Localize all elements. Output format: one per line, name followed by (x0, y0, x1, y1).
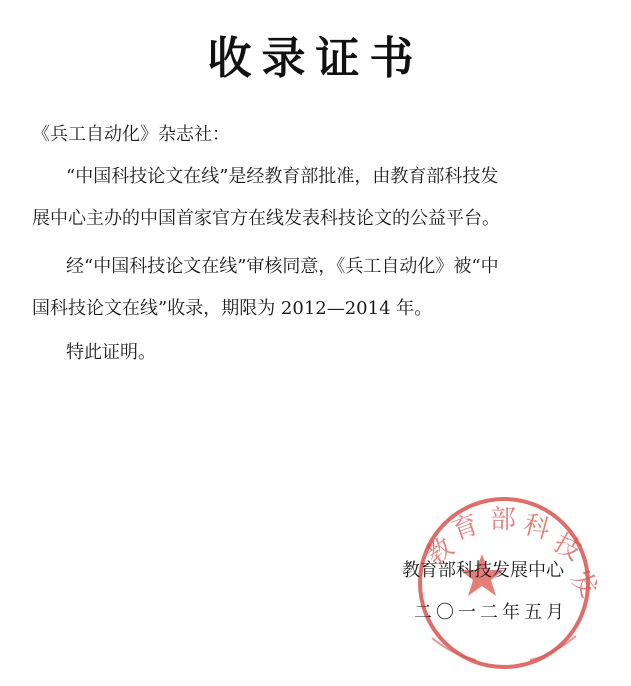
salutation: 《兵工自动化》杂志社： (32, 124, 230, 145)
official-seal (404, 488, 604, 678)
svg-text:育: 育 (448, 509, 483, 547)
paragraph-1-line-1: “中国科技论文在线”是经教育部批准，由教育部科技发 (66, 166, 499, 187)
svg-text:教: 教 (420, 532, 460, 572)
svg-text:部: 部 (490, 505, 517, 535)
closing-text: 特此证明。 (66, 342, 156, 363)
paragraph-2-line-2: 国科技论文在线”收录，期限为 2012—2014 年。 (32, 298, 433, 319)
paragraph-1-line-2: 展中心主办的中国首家官方在线发表科技论文的公益平台。 (32, 208, 500, 229)
certificate-title: 收录证书 (207, 33, 424, 84)
issue-date: 二〇一二年五月 (414, 602, 568, 623)
issuer-name: 教育部科技发展中心 (402, 560, 564, 581)
svg-text:技: 技 (548, 528, 587, 568)
svg-text:科: 科 (520, 509, 554, 546)
paragraph-2-line-1: 经“中国科技论文在线”审核同意，《兵工自动化》被“中 (66, 256, 499, 277)
svg-text:发: 发 (564, 564, 604, 604)
